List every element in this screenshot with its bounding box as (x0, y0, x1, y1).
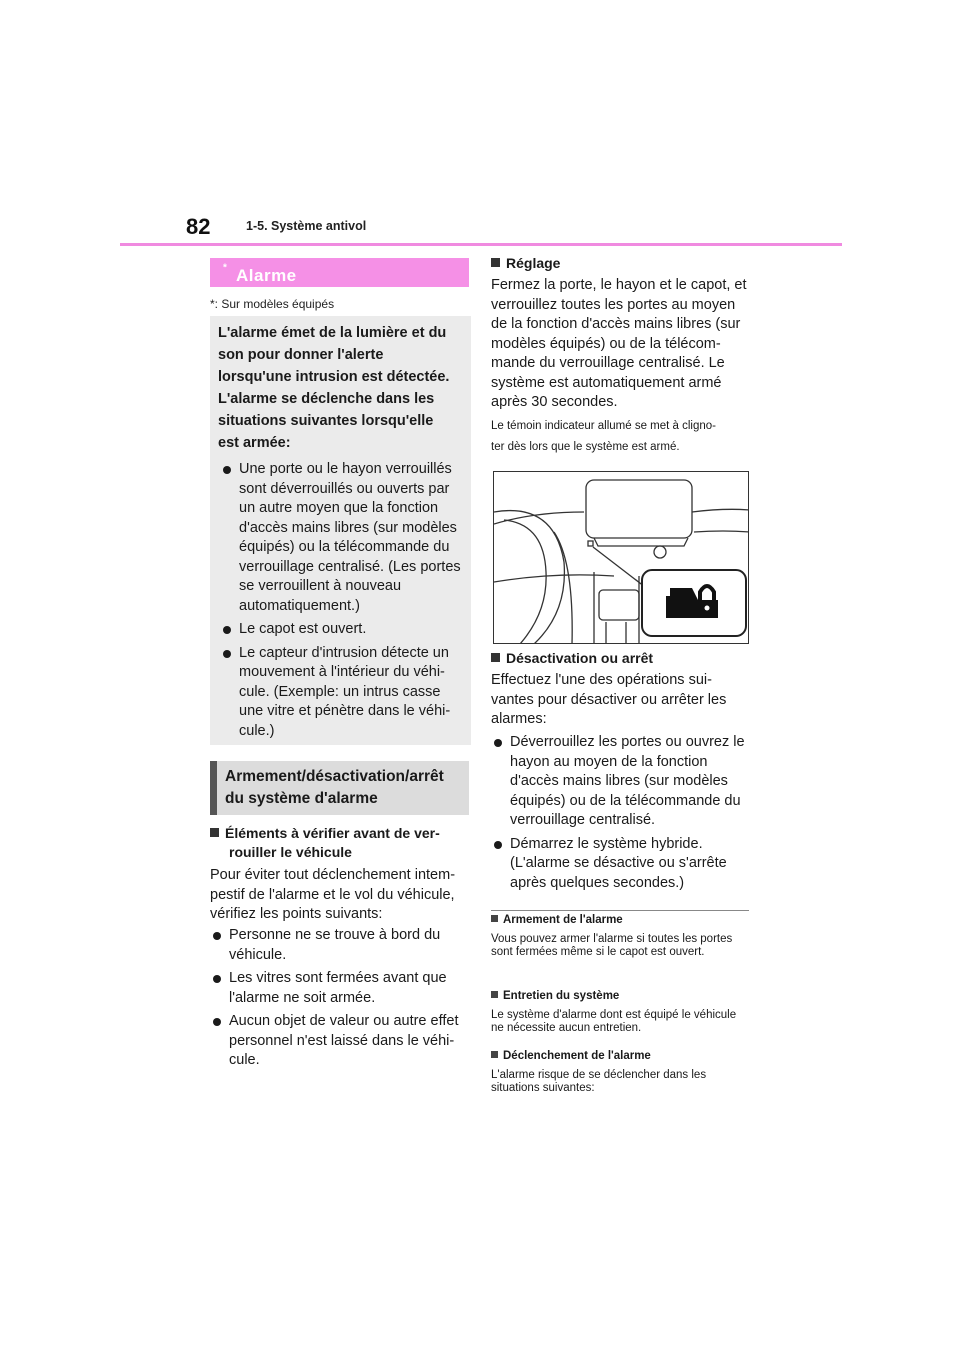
arming-heading (210, 761, 469, 815)
intro-box (210, 316, 471, 745)
deactivation-heading: Désactivation ou arrêt (491, 649, 653, 668)
page-number: 82 (186, 214, 211, 239)
note-text: L'alarme risque de se déclencher dans les situations suivantes: (491, 1069, 707, 1094)
square-bullet-icon (491, 653, 500, 662)
lock-indicator-icon (642, 570, 746, 636)
setting-heading: Réglage (491, 254, 560, 273)
checks-list (212, 926, 462, 1075)
list-item: Aucun objet de valeur ou autre effet personnel n'est laissé dans le véhicule. (212, 1012, 462, 1071)
intro-text (218, 322, 464, 454)
heading-bar (210, 761, 217, 815)
conditions-list (222, 460, 462, 745)
arming-title-line: Armement/désactivation/arrêt (225, 768, 444, 785)
square-bullet-icon (491, 1051, 498, 1058)
list-item: Une porte ou le hayon verrouillés sont déverrouillés ou ouverts par un autre moyen que la fonction d'accès mains libres (sur modèles équipés) ou la télécommande du verrouillage centralisé. (Les portes se verrouillent à nouveau automatiquement.) (222, 460, 462, 616)
list-item: Démarrez le système hybride. (L'alarme se désactive ou s'arrête après quelques secondes.) (493, 835, 749, 894)
intro-line: L'alarme émet de la lumière et du (218, 325, 447, 341)
dashboard-illustration (493, 471, 749, 644)
setting-text: Fermez la porte, le hayon et le capot, et verrouillez toutes les portes au moyen de la fonction d'accès mains libres (sur modèles équipés) ou de la télécommande du verrouillage centralisé. Le système est automatiquement armé après 30 secondes. (491, 277, 747, 410)
checks-heading: Éléments à vérifier avant de ver- rouiller le véhicule (210, 824, 472, 862)
note-text: Vous pouvez armer l'alarme si toutes les portes sont fermées même si le capot est ouvert. (491, 933, 733, 958)
section-title: 1-5. Système antivol (246, 219, 367, 233)
list-item: Le capot est ouvert. (222, 620, 462, 640)
list-item: Les vitres sont fermées avant que l'alarme ne soit armée. (212, 969, 462, 1008)
note-text: Le système d'alarme dont est équipé le véhicule ne nécessite aucun entretien. (491, 1009, 737, 1034)
intro-line: lorsqu'une intrusion est détectée. (218, 369, 450, 385)
square-bullet-icon (491, 991, 498, 998)
alarm-title-marker: * (223, 262, 228, 274)
intro-line: est armée: (218, 435, 291, 451)
notes-divider (491, 910, 749, 911)
checks-intro: Pour éviter tout déclenchement intempestif de l'alarme et le vol du véhicule, vérifiez les points suivants: (210, 867, 456, 922)
list-item: Déverrouillez les portes ou ouvrez le hayon au moyen de la fonction d'accès mains libres (sur modèles équipés) ou de la télécommande du verrouillage centralisé. (493, 733, 749, 831)
deactivation-intro: Effectuez l'une des opérations suivantes pour désactiver ou arrêter les alarmes: (491, 672, 727, 727)
alarm-heading (210, 258, 469, 287)
header-rule (120, 243, 842, 246)
intro-line: son pour donner l'alerte (218, 347, 384, 363)
square-bullet-icon (210, 828, 219, 837)
note-heading: Entretien du système (491, 990, 619, 1002)
list-item: Le capteur d'intrusion détecte un mouvement à l'intérieur du véhicule. (Exemple: un intrus casse une vitre et pénètre dans le véhicule.) (222, 644, 462, 742)
footnote: *: Sur modèles équipés (210, 297, 335, 311)
note-heading: Armement de l'alarme (491, 914, 623, 926)
intro-line: situations suivantes lorsqu'elle (218, 413, 434, 429)
alarm-title: Alarme (236, 266, 297, 285)
indicator-note: Le témoin indicateur allumé se met à cligno- ter dès lors que le système est armé. (491, 420, 717, 453)
square-bullet-icon (491, 915, 498, 922)
intro-line: L'alarme se déclenche dans les (218, 391, 435, 407)
note-heading: Déclenchement de l'alarme (491, 1050, 651, 1062)
dashboard-drawing (494, 472, 749, 644)
list-item: Personne ne se trouve à bord du véhicule. (212, 926, 462, 965)
square-bullet-icon (491, 258, 500, 267)
deactivation-list (493, 733, 749, 897)
arming-title-line: du système d'alarme (225, 790, 378, 807)
